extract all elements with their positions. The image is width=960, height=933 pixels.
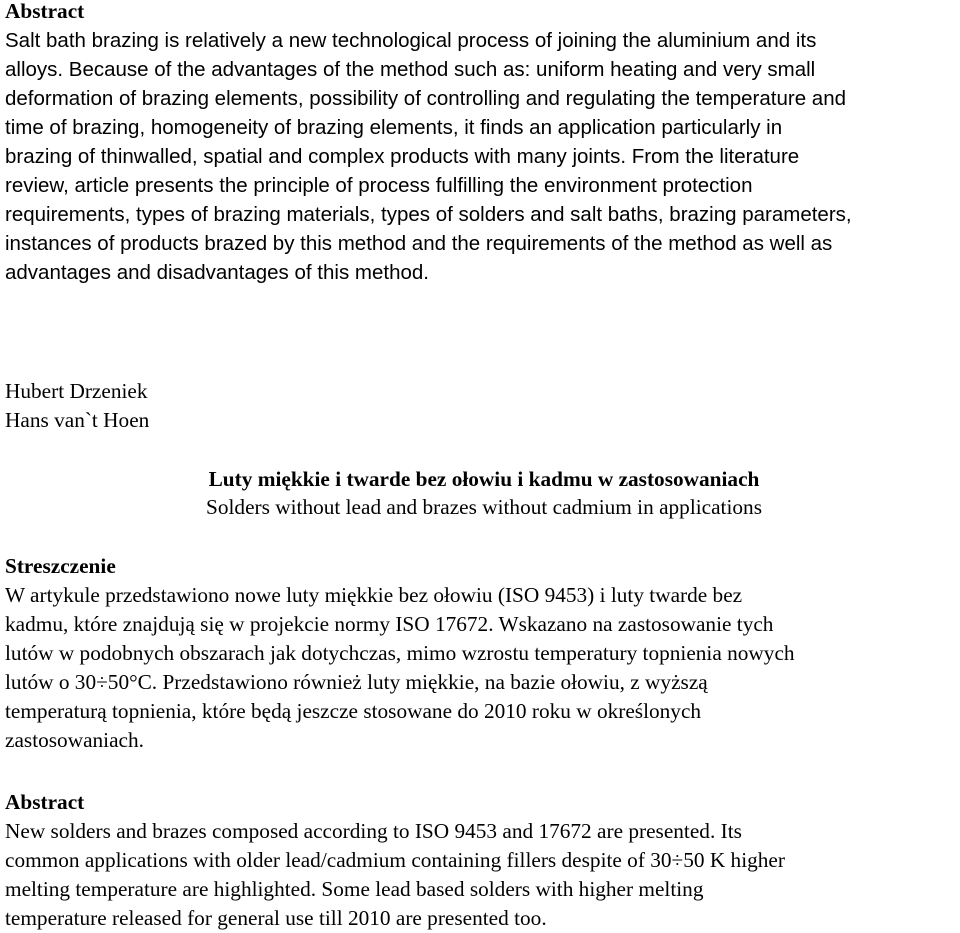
streszczenie-line: kadmu, które znajdują się w projekcie normy ISO 17672. Wskazano na zastosowanie tych (5, 612, 774, 636)
article-title (0, 465, 960, 494)
author-name: Hans van`t Hoen (5, 408, 150, 432)
abstract-2-line: melting temperature are highlighted. Some lead based solders with higher melting (5, 877, 704, 901)
author-name: Hubert Drzeniek (5, 379, 148, 403)
title-english: Solders without lead and brazes without cadmium in applications (206, 495, 762, 519)
abstract-1-line: advantages and disadvantages of this method. (5, 261, 429, 284)
abstract-1-line: brazing of thinwalled, spatial and complex products with many joints. From the literature (5, 145, 800, 168)
abstract-2-line: temperature released for general use till 2010 are presented too. (5, 906, 547, 930)
streszczenie-line: W artykule przedstawiono nowe luty miękkie bez ołowiu (ISO 9453) i luty twarde bez (5, 583, 743, 607)
abstract-1-line: instances of products brazed by this method and the requirements of the method as well as (5, 232, 833, 255)
abstract-section-2 (5, 788, 785, 933)
abstract-1-line: time of brazing, homogeneity of brazing elements, it finds an application particularly in (5, 116, 783, 139)
abstract-heading-1: Abstract (5, 0, 85, 23)
abstract-2-line: New solders and brazes composed according to ISO 9453 and 17672 are presented. Its (5, 819, 742, 843)
abstract-1-line: deformation of brazing elements, possibility of controlling and regulating the temperature and (5, 87, 846, 110)
abstract-1-line: Salt bath brazing is relatively a new technological process of joining the aluminium and its (5, 29, 817, 52)
streszczenie-line: lutów o 30÷50°C. Przedstawiono również luty miękkie, na bazie ołowiu, z wyższą (5, 670, 708, 694)
abstract-section-1 (5, 0, 852, 287)
streszczenie-line: lutów w podobnych obszarach jak dotychczas, mimo wzrostu temperatury topnienia nowych (5, 641, 795, 665)
authors (5, 377, 149, 435)
abstract-1-line: requirements, types of brazing materials, types of solders and salt baths, brazing parameters, (5, 203, 852, 226)
article-subtitle (0, 493, 960, 522)
streszczenie-line: zastosowaniach. (5, 728, 144, 752)
abstract-1-line: alloys. Because of the advantages of the method such as: uniform heating and very small (5, 58, 816, 81)
abstract-heading-2: Abstract (5, 790, 85, 814)
title-polish: Luty miękkie i twarde bez ołowiu i kadmu w zastosowaniach (208, 467, 760, 491)
streszczenie-line: temperaturą topnienia, które będą jeszcze stosowane do 2010 roku w określonych (5, 699, 702, 723)
streszczenie-section (5, 552, 795, 755)
abstract-2-line: common applications with older lead/cadmium containing fillers despite of 30÷50 K higher (5, 848, 785, 872)
streszczenie-heading: Streszczenie (5, 554, 116, 578)
abstract-1-line: review, article presents the principle of process fulfilling the environment protection (5, 174, 753, 197)
